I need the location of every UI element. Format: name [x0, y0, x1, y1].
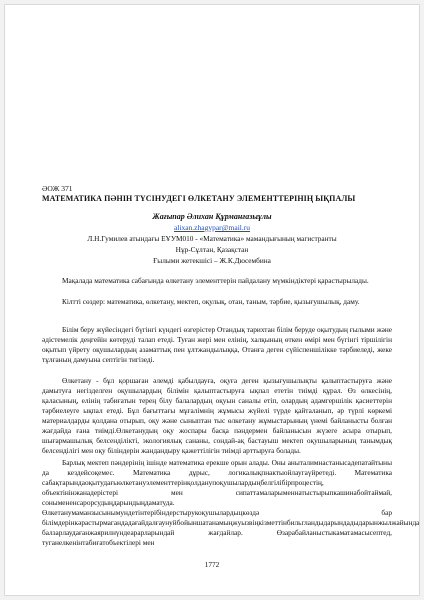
author-name: Жағыпар Әлихан Құрманғазыұлы — [152, 212, 272, 221]
article-title: МАТЕМАТИКА ПӘНІН ТҮСІНУДЕГІ ӨЛКЕТАНУ ЭЛЕМЕНТТЕРІНІҢ ЫҚПАЛЫ — [42, 194, 356, 203]
affiliation-line-1: Л.Н.Гумилев атындағы ЕҰУМ010 - «Математика» мамандығының магистранты — [87, 234, 337, 243]
author-email-link[interactable]: alixan.zhagypar@mail.ru — [173, 223, 251, 232]
abstract-paragraph: Мақалада математика сабағында өлкетану элементтерін пайдалану мүмкіндіктері қарастырылады. — [62, 276, 369, 285]
udc-code: ӘОЖ 371 — [42, 184, 73, 193]
body-paragraph-1: Білім беру жүйесіндегі бүгінгі күндегі өзгерістер Отандық тарихтан білім беруде оқытудың ғылыми және әдістемелік деңгейін көтеруді талап етеді. Туған жері мен елінің, халқының өткен өмірі мен бүгінгі тіршілігін оқытып үйрету оқушылардың азаматтық пен ұлтжандылыққа, Отанға деген сүйіспеншілікке тәрбиеледі, жеке тұлғаның дамуына септігін тигізеді. — [42, 325, 392, 364]
page-number: 1772 — [204, 560, 220, 569]
affiliation-line-2: Нұр-Сұлтан, Қазақстан — [175, 245, 249, 254]
keywords-paragraph: Кілтті сөздер: математика, өлкетану, мектеп, оқулық, отан, таным, тәрбие, қызығушылық, даму. — [62, 297, 360, 306]
document-page — [4, 4, 420, 596]
affiliation-line-3: Ғылыми жетекшісі – Ж.К.Дюсембина — [153, 256, 271, 265]
body-paragraph-3: Барлық мектеп пәндерінің ішінде математика ерекше орын алады. Оны аныталимнастанысадепатайтыны да кездейсоқемес. Математика дұрыс, логикалықпнактыойлаугаүйретеді. Математика сабақтарындаоқытудағыөлкетануэлементтерінқолданупоқушылардыңбелгілібірпроцестің, объектінінжанадерістері мен сипаттамаларыменнатыстырыпкашинабойтаймай, сонымененсарорсудыңдарындыңдаматуда. Өлкетанумаманзысынымундетінтерібіндерстырукоқушылардыцкөздә бар білімдерінкәрастырмагандадағайдалғаунуйбойыншатанамыңжуызвіңкізметтінбильгландыдарындадыдарынжылжайында балзарлаудағанжаярилнүндеарарларындай жағдайлар. Өзарабайланыстыкаматамасысептед, туганелкенінтабиғатобъектілері мен — [42, 458, 420, 547]
body-paragraph-2: Өлкетану - бұл қоршаған әлемді қабылдауға, оқуға деген қызығушылықты қалыптастыруға және дамытуға негізделген оқушылардың білімін қалыптастыруға ықпал ететін тиімді құрал. Өз өлкесінің, қаласының, елінің табиғатын терең білу балалардың оқуын саналы етіп, олардың адамгершілік қасиеттерін тәрбиелеуге ықпал етеді. Бұл бағыттағы мұғалімнің жұмысы жүйелі түрде қайталанып, әр түрлі көркемі материалдарды қолдана отырып, оқу және сыныптан тыс өлкетану жұмыстарының үнемі байланысты болған жағдайда ғана тиімді.Өлкетанудың оқу жоспары басқа пәндермен байланысын жүзеге асыра отырып, шығармашылық белсенділікті, экологиялық сананы, сондай-ақ бастауыш мектеп оқушыларының танымдық белсенділігі мен оқу біліндерін жандандыру қажеттілігін тиімді арттыруға болады. — [42, 376, 392, 455]
